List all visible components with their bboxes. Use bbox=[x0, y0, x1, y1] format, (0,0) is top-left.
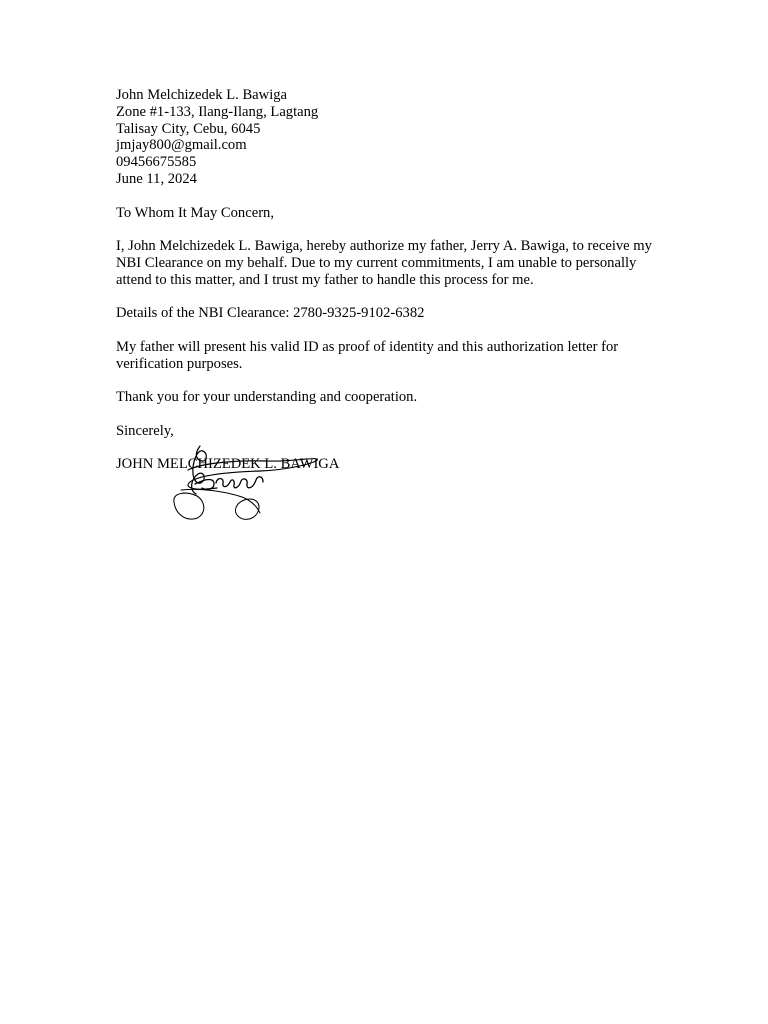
sender-phone: 09456675585 bbox=[116, 154, 197, 171]
thank-you-paragraph: Thank you for your understanding and cooperation. bbox=[116, 389, 418, 406]
authorization-letter bbox=[116, 87, 661, 473]
verification-paragraph: My father will present his valid ID as proof of identity and this authorization letter for verification purposes. bbox=[116, 338, 619, 372]
clearance-details: Details of the NBI Clearance: 2780-9325-9102-6382 bbox=[116, 305, 425, 322]
sender-address-line2: Talisay City, Cebu, 6045 bbox=[116, 120, 261, 137]
authorization-paragraph: I, John Melchizedek L. Bawiga, hereby authorize my father, Jerry A. Bawiga, to receive my NBI Clearance on my behalf. Due to my current commitments, I am unable to personally attend to this matter, and I trust my father to handle this process for me. bbox=[116, 238, 652, 288]
closing: Sincerely, bbox=[116, 422, 174, 439]
sender-name: John Melchizedek L. Bawiga bbox=[116, 87, 288, 103]
letter-date: June 11, 2024 bbox=[116, 170, 197, 187]
sender-details bbox=[116, 87, 661, 188]
sender-address-line1: Zone #1-133, Ilang-Ilang, Lagtang bbox=[116, 103, 319, 120]
salutation: To Whom It May Concern, bbox=[116, 204, 274, 221]
signature-name: JOHN MELCHIZEDEK L. BAWIGA bbox=[116, 455, 340, 472]
sender-email: jmjay800@gmail.com bbox=[116, 137, 247, 154]
